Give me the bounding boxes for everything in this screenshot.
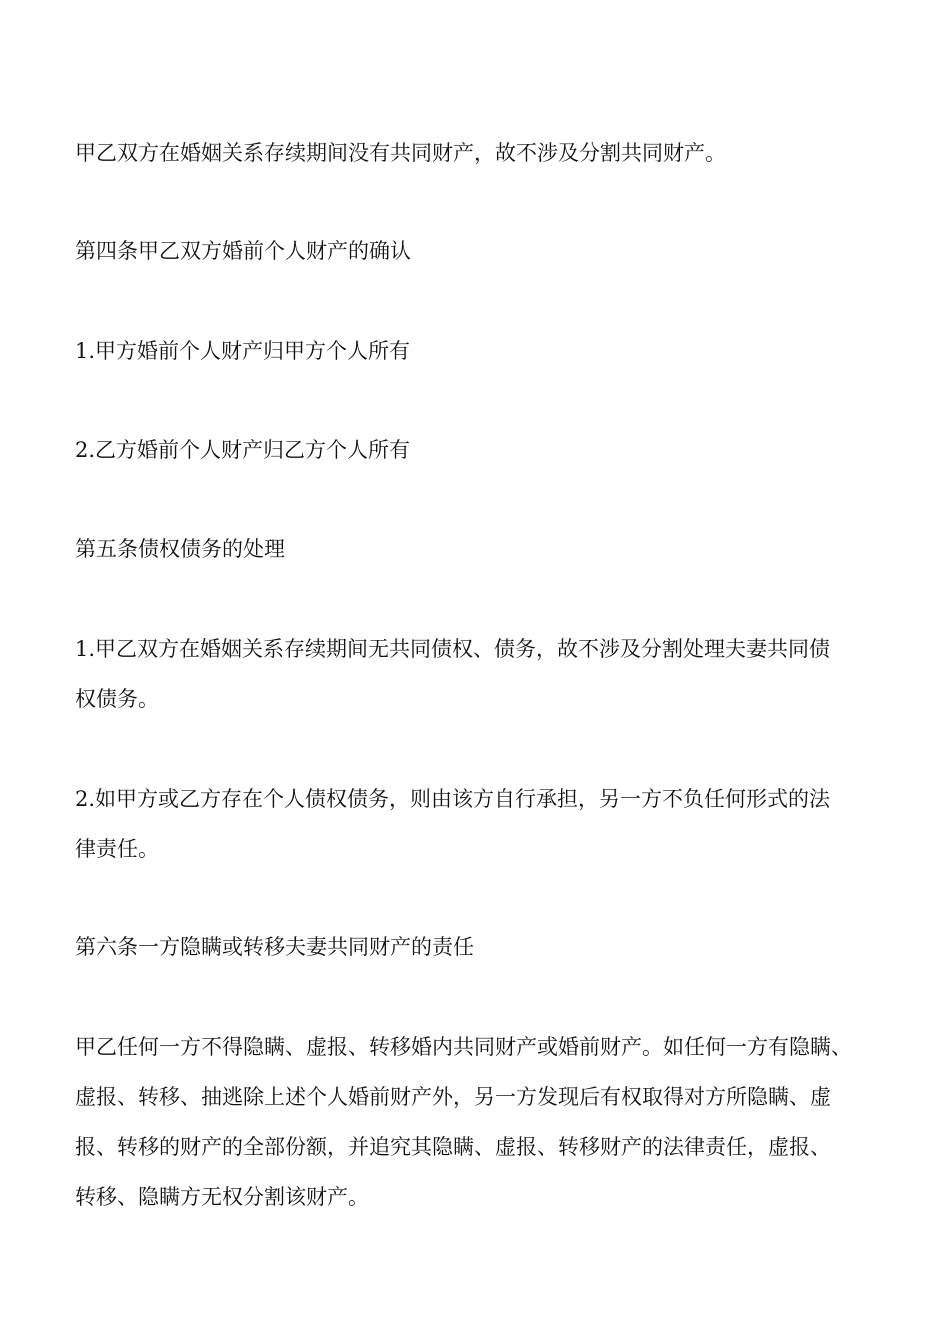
paragraph-article-6-body bbox=[75, 1022, 895, 1222]
paragraph-no-common-property bbox=[75, 128, 895, 178]
text-line: 第五条债权债务的处理 bbox=[75, 537, 285, 561]
text-line: 报、转移的财产的全部份额，并追究其隐瞒、虚报、转移财产的法律责任，虚报、 bbox=[75, 1135, 831, 1159]
paragraph-article-5-item-1 bbox=[75, 624, 895, 724]
paragraph-article-4-item-1 bbox=[75, 326, 895, 376]
heading-article-4 bbox=[75, 226, 895, 276]
text-line: 第六条一方隐瞒或转移夫妻共同财产的责任 bbox=[75, 935, 474, 959]
text-line: 第四条甲乙双方婚前个人财产的确认 bbox=[75, 239, 411, 263]
heading-article-6 bbox=[75, 922, 895, 972]
text-line: 权债务。 bbox=[75, 687, 159, 711]
paragraph-article-4-item-2 bbox=[75, 425, 895, 475]
text-line: 2.乙方婚前个人财产归乙方个人所有 bbox=[75, 438, 411, 462]
text-line: 甲乙任何一方不得隐瞒、虚报、转移婚内共同财产或婚前财产。如任何一方有隐瞒、 bbox=[75, 1035, 852, 1059]
text-line: 律责任。 bbox=[75, 837, 159, 861]
text-line: 2.如甲方或乙方存在个人债权债务，则由该方自行承担，另一方不负任何形式的法 bbox=[75, 787, 831, 811]
text-line: 转移、隐瞒方无权分割该财产。 bbox=[75, 1185, 369, 1209]
text-line: 虚报、转移、抽逃除上述个人婚前财产外，另一方发现后有权取得对方所隐瞒、虚 bbox=[75, 1085, 831, 1109]
text-line: 1.甲乙双方在婚姻关系存续期间无共同债权、债务，故不涉及分割处理夫妻共同债 bbox=[75, 637, 831, 661]
heading-article-5 bbox=[75, 524, 895, 574]
text-line: 甲乙双方在婚姻关系存续期间没有共同财产，故不涉及分割共同财产。 bbox=[75, 141, 726, 165]
paragraph-article-5-item-2 bbox=[75, 774, 895, 874]
text-line: 1.甲方婚前个人财产归甲方个人所有 bbox=[75, 339, 411, 363]
